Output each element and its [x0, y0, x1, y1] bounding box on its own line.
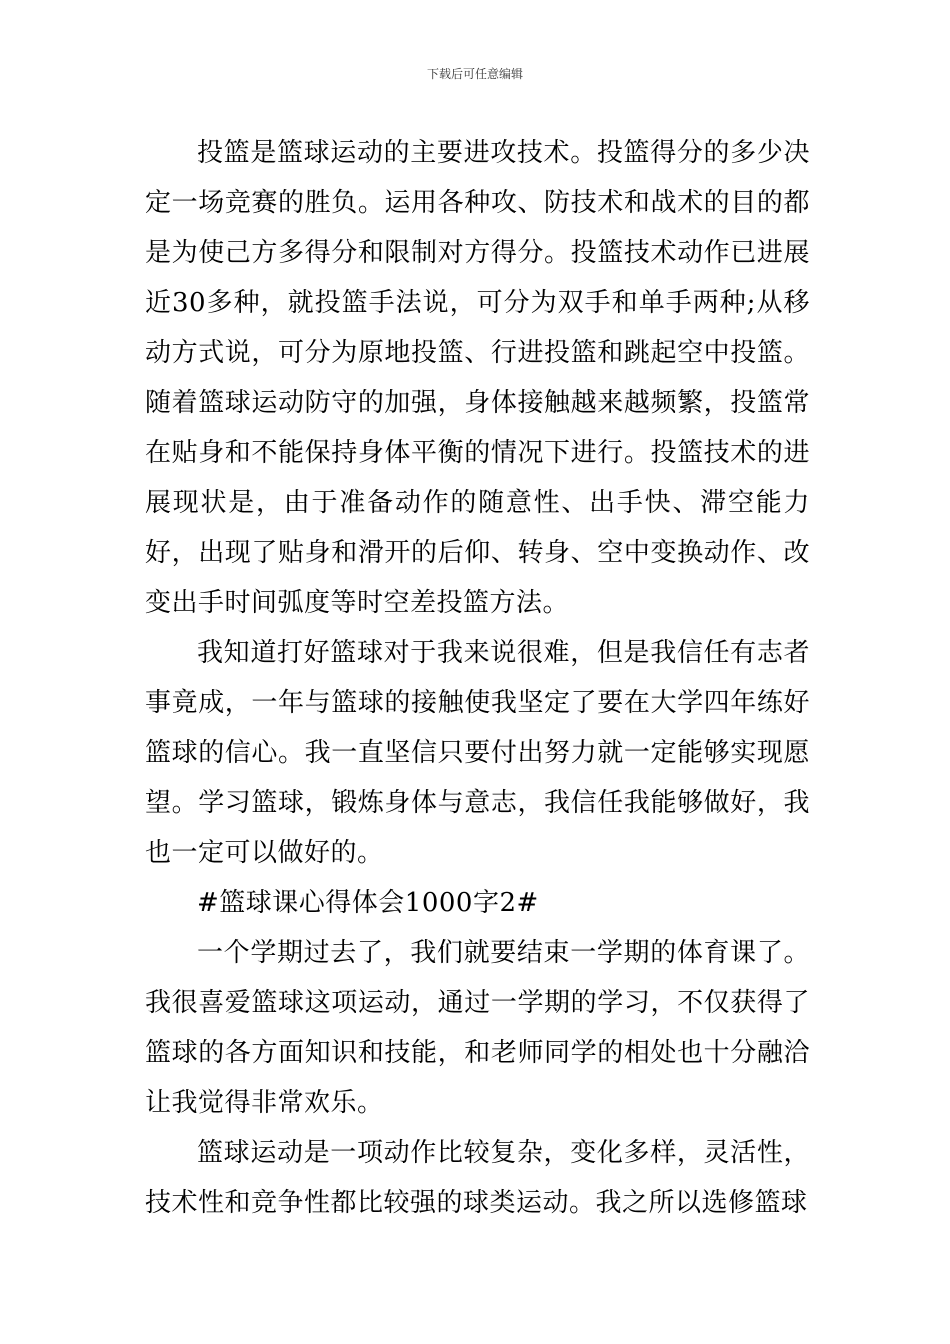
paragraph-shooting: 投篮是篮球运动的主要进攻技术。投篮得分的多少决定一场竞赛的胜负。运用各种攻、防技术和战术的目的都是为使己方多得分和限制对方得分。投篮技术动作已进展近30多种，就投篮手法说，可分为双手和单手两种;从移动方式说，可分为原地投篮、行进投篮和跳起空中投篮。随着篮球运动防守的加强，身体接触越来越频繁，投篮常在贴身和不能保持身体平衡的情况下进行。投篮技术的进展现状是，由于准备动作的随意性、出手快、滞空能力好，出现了贴身和滑开的后仰、转身、空中变换动作、改变出手时间弧度等时空差投篮方法。 [145, 138, 810, 618]
paragraph-determination: 我知道打好篮球对于我来说很难，但是我信任有志者事竟成，一年与篮球的接触使我坚定了要在大学四年练好篮球的信心。我一直坚信只要付出努力就一定能够实现愿望。学习篮球，锻炼身体与意志，我信任我能够做好，我也一定可以做好的。 [145, 638, 810, 868]
header-note: 下载后可任意编辑 [426, 67, 523, 81]
paragraph-semester: 一个学期过去了，我们就要结束一学期的体育课了。我很喜爱篮球这项运动，通过一学期的学习，不仅获得了篮球的各方面知识和技能，和老师同学的相处也十分融洽让我觉得非常欢乐。 [145, 938, 810, 1118]
document-body [145, 128, 810, 1228]
section-heading: #篮球课心得体会1000字2# [197, 888, 539, 918]
paragraph-basketball-sport: 篮球运动是一项动作比较复杂，变化多样，灵活性，技术性和竞争性都比较强的球类运动。我之所以选修篮球 [145, 1138, 810, 1218]
